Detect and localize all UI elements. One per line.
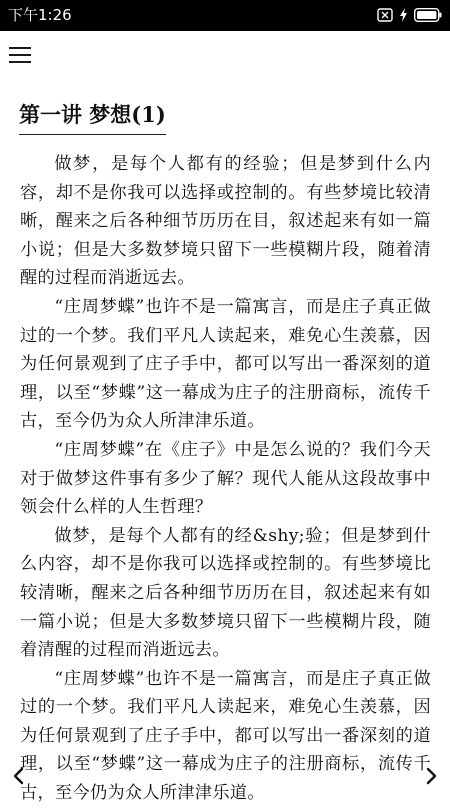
sim-blocked-icon bbox=[377, 7, 393, 26]
battery-icon bbox=[414, 7, 442, 26]
status-bar bbox=[0, 0, 450, 31]
next-page-button[interactable] bbox=[419, 764, 443, 788]
chevron-left-icon bbox=[7, 764, 31, 788]
paragraph: “庄周梦蝶”也许不是一篇寓言，而是庄子真正做过的一个梦。我们平凡人读起来，难免心生羡慕，因为任何景观到了庄子手中，都可以写出一番深刻的道理，以至“梦蝶”这一幕成为庄子的注册商标，流传千古，至今仍为众人所津津乐道。 bbox=[20, 668, 431, 804]
paragraph: 做梦，是每个人都有的经&shy;验；但是梦到什么内容，却不是你我可以选择或控制的。有些梦境比较清晰，醒来之后各种细节历历在目，叙述起来有如一篇小说；但是大多数梦境只留下一些模糊片段，随着清醒的过程而消逝远去。 bbox=[20, 525, 431, 661]
app-bar bbox=[0, 31, 450, 81]
paragraph: “庄周梦蝶”在《庄子》中是怎么说的？我们今天对于做梦这件事有多少了解？现代人能从这段故事中领会什么样的人生哲理？ bbox=[20, 439, 431, 518]
hamburger-menu-icon bbox=[9, 47, 31, 49]
previous-page-button[interactable] bbox=[7, 764, 31, 788]
charging-icon bbox=[399, 7, 408, 26]
status-time: 下午1:26 bbox=[8, 6, 72, 24]
chapter-content bbox=[20, 150, 431, 804]
chevron-right-icon bbox=[419, 764, 443, 788]
paragraph: “庄周梦蝶”也许不是一篇寓言，而是庄子真正做过的一个梦。我们平凡人读起来，难免心生羡慕，因为任何景观到了庄子手中，都可以写出一番深刻的道理，以至“梦蝶”这一幕成为庄子的注册商标，流传千古，至今仍为众人所津津乐道。 bbox=[20, 296, 431, 432]
chapter-title: 第一讲 梦想(1) bbox=[19, 100, 166, 135]
status-icons bbox=[377, 7, 442, 25]
paragraph: 做梦，是每个人都有的经验；但是梦到什么内容，却不是你我可以选择或控制的。有些梦境比较清晰，醒来之后各种细节历历在目，叙述起来有如一篇小说；但是大多数梦境只留下一些模糊片段，随着清醒的过程而消逝远去。 bbox=[20, 154, 431, 289]
menu-button[interactable] bbox=[6, 40, 36, 70]
